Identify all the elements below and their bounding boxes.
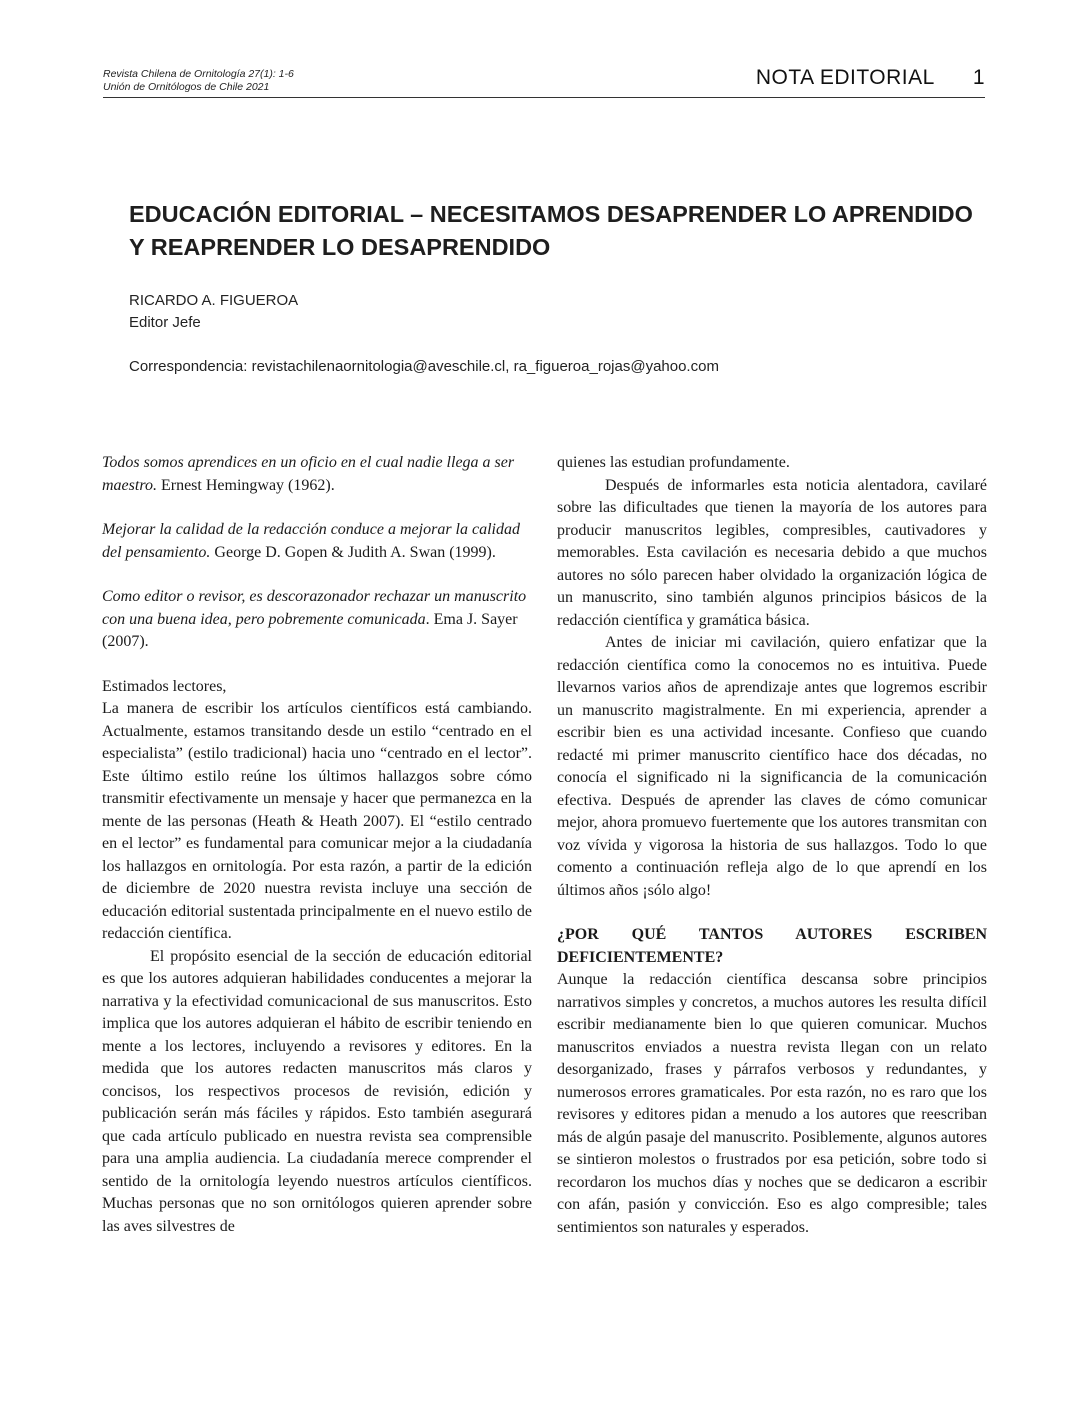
section-heading: ¿POR QUÉ TANTOS AUTORES ESCRIBEN DEFICIENTEMENTE? <box>557 926 987 966</box>
quote-source: . Ema J. Sayer (2007). <box>102 610 518 650</box>
quote-text: Todos somos aprendices en un oficio en el cual nadie llega a ser maestro. <box>102 454 515 494</box>
title-line-2: Y REAPRENDER LO DESAPRENDIDO <box>129 234 551 260</box>
journal-line-2: Unión de Ornitólogos de Chile 2021 <box>103 81 270 93</box>
body-paragraph: La manera de escribir los artículos científicos está cambiando. Actualmente, estamos transitando desde un estilo “centrado en el especialista” (estilo tradicional) hacia uno “centrado en el lector”. Este último estilo reúne los últimos hallazgos sobre cómo transmitir efectivamente un mensaje y hacer que permanezca en la mente de las personas (Heath & Heath 2007). El “estilo centrado en el lector” es fundamental para comunicar mejor a la ciudadanía los hallazgos en ornitología. Por esta razón, a partir de la edición de diciembre de 2020 nuestra revista incluye una sección de educación editorial sustentada principalmente en el nuevo estilo de redacción científica. <box>102 700 532 942</box>
section-label: NOTA EDITORIAL <box>755 66 935 89</box>
header-rule <box>103 97 985 98</box>
epigraph-quote <box>102 519 532 564</box>
right-column <box>557 452 987 1239</box>
article-title <box>129 198 989 264</box>
title-line-1: EDUCACIÓN EDITORIAL – NECESITAMOS DESAPRENDER LO APRENDIDO <box>129 201 973 227</box>
journal-citation <box>103 68 294 94</box>
quote-text: Mejorar la calidad de la redacción conduce a mejorar la calidad del pensamiento. <box>102 521 520 561</box>
correspondence: Correspondencia: revistachilenaornitologia@aveschile.cl, ra_figueroa_rojas@yahoo.com <box>129 358 719 375</box>
running-header <box>756 66 985 90</box>
quote-source: Ernest Hemingway (1962). <box>156 476 335 494</box>
author-name: RICARDO A. FIGUEROA <box>129 292 299 309</box>
epigraph-quote <box>102 452 532 497</box>
body-paragraph: Después de informarles esta noticia alentadora, cavilaré sobre las dificultades que tienen la mayoría de los autores para producir manuscritos legibles, compresibles, cautivadores y memorables. Esta cavilación es necesaria debido a que muchos autores no sólo parecen haber olvidado la organización lógica de un manuscrito, sino también algunos principios básicos de la redacción científica y gramática básica. <box>557 476 987 629</box>
left-column <box>102 452 532 1238</box>
body-paragraph: Antes de iniciar mi cavilación, quiero enfatizar que la redacción científica como la conocemos no es intuitiva. Puede llevarnos varios años de aprendizaje antes que logremos escribir un manuscrito magistralmente. En mi experiencia, aprender a escribir bien es una actividad incesante. Confieso que cuando redacté mi primer manuscrito científico hace dos décadas, no conocía el significado ni la significancia de la comunicación efectiva. Después de aprender las claves de cómo comunicar mejor, ahora promuevo fuertemente que los autores transmitan con voz vívida y vigorosa la historia de sus hallazgos. Todo lo que comento a continuación refleja algo de lo que aprendí en los últimos años ¡sólo algo! <box>557 634 987 899</box>
quote-text: Como editor o revisor, es descorazonador rechazar un manuscrito con una buena idea, pero pobremente comunicada <box>102 588 527 628</box>
author-block <box>129 290 298 334</box>
body-paragraph-continuation: quienes las estudian profundamente. <box>557 454 790 471</box>
greeting: Estimados lectores, <box>102 677 227 695</box>
page-number: 1 <box>972 66 985 89</box>
body-paragraph: Aunque la redacción científica descansa sobre principios narrativos simples y concretos, a muchos autores les resulta difícil escribir medianamente bien lo que quieren comunicar. Muchos manuscritos enviados a nuestra revista llegan con un relato desorganizado, frases y párrafos verbosos y redundantes, y numerosos errores gramaticales. Por esta razón, no es raro que los revisores y editores pidan a menudo a los autores que reescriban más de algún pasaje del manuscrito. Posiblemente, algunos autores se sintieron molestos o frustrados por esa petición, sobre todo si recordaron los muchos días y noches que se dedicaron a escribir con afán, pasión y convicción. Eso es algo compresible; tales sentimientos son naturales y esperados. <box>557 971 987 1236</box>
journal-line-1: Revista Chilena de Ornitología 27(1): 1-6 <box>103 68 294 80</box>
epigraph-quote <box>102 586 532 654</box>
body-paragraph: El propósito esencial de la sección de educación editorial es que los autores adquieran habilidades conducentes a mejorar la narrativa y la efectividad comunicacional de sus manuscritos. Esto implica que los autores adquieran el hábito de escribir teniendo en mente a los lectores, incluyendo a revisores y editores. En la medida que los autores redacten manuscritos más claros y concisos, los respectivos procesos de revisión, edición y publicación serán más fáciles y rápidos. Esto también asegurará que cada artículo publicado en nuestra revista sea comprensible para una amplia audiencia. La ciudadanía merece comprender el sentido de la ornitología leyendo nuestros artículos científicos. Muchas personas que no son ornitólogos quieren aprender sobre las aves silvestres de <box>102 947 532 1235</box>
author-role: Editor Jefe <box>129 314 201 331</box>
quote-source: George D. Gopen & Judith A. Swan (1999). <box>210 543 496 561</box>
